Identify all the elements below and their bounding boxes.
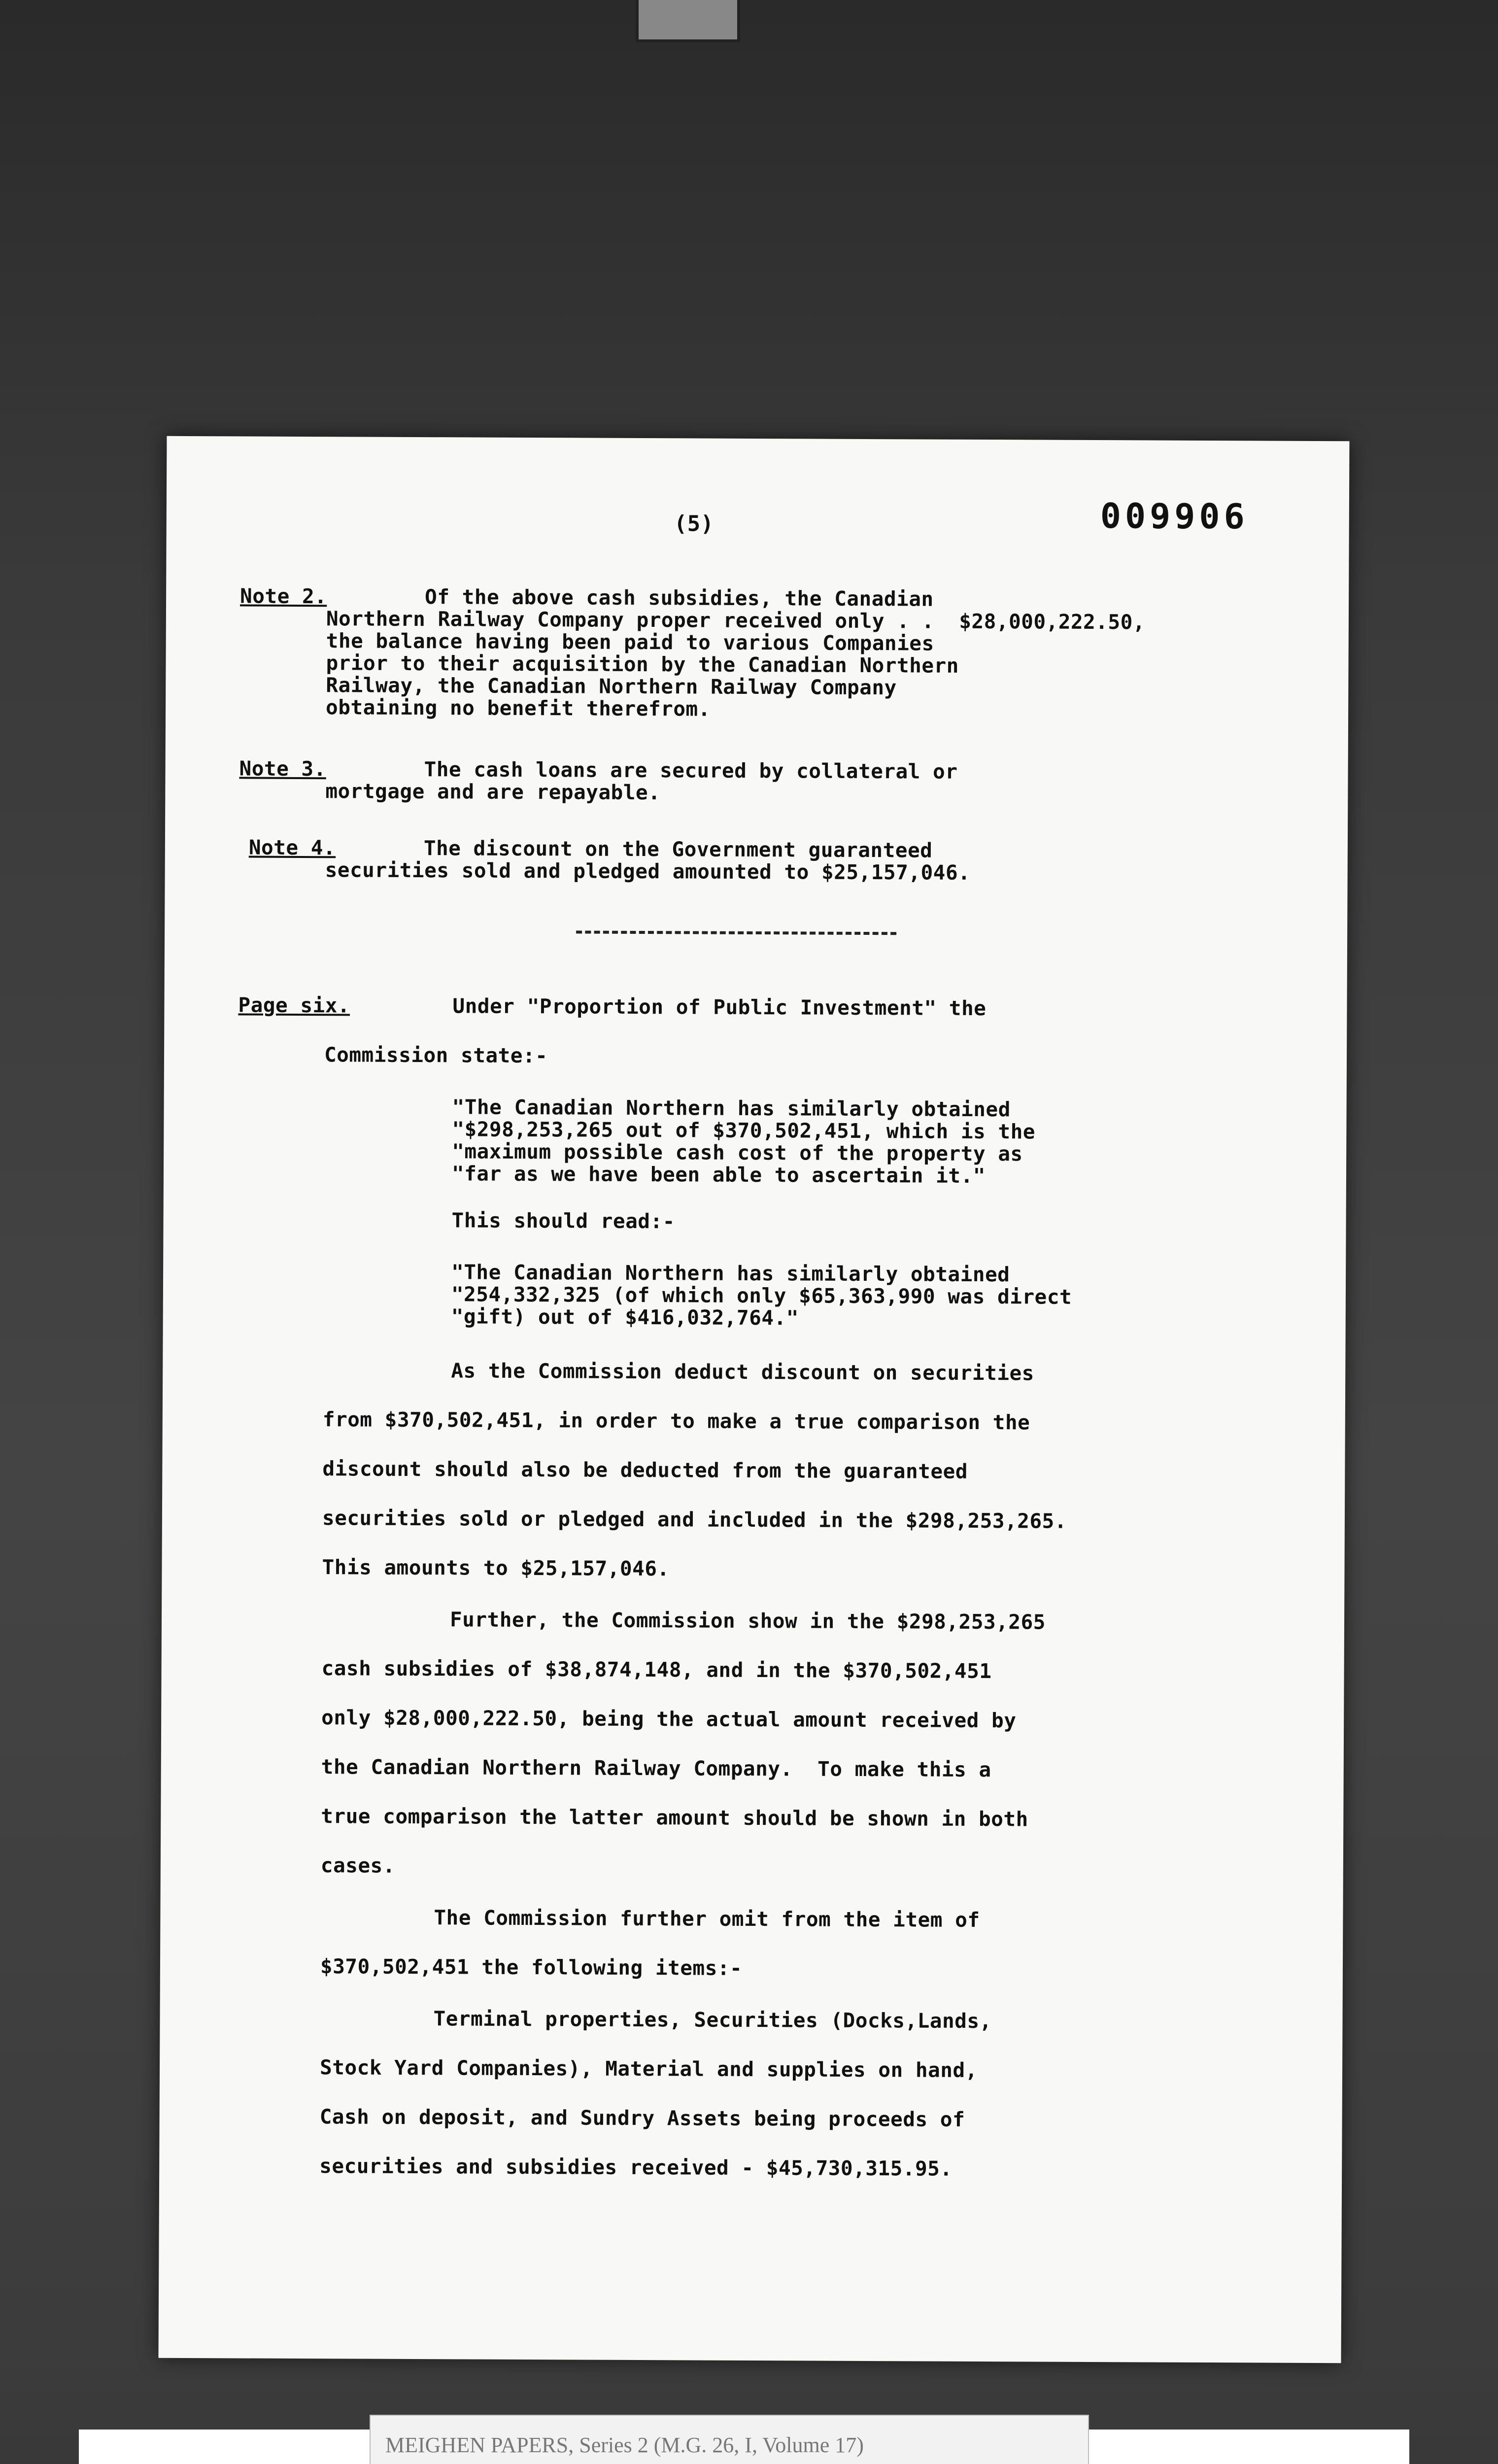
note-4-label: Note 4. <box>248 835 336 860</box>
note-4-line: securities sold and pledged amounted to $25,157,046. <box>325 858 971 885</box>
paragraph-line: true comparison the latter amount should be shown in both <box>321 1804 1028 1831</box>
note-4-line: The discount on the Government guaranteed <box>423 836 933 862</box>
paragraph-line: from $370,502,451, in order to make a true comparison the <box>322 1407 1030 1435</box>
binder-clip <box>636 0 740 42</box>
paragraph-line: only $28,000,222.50, being the actual amount received by <box>321 1706 1017 1733</box>
paragraph-line: securities sold or pledged and included in the $298,253,265. <box>322 1506 1067 1533</box>
note-2-line: obtaining no benefit therefrom. <box>326 695 711 721</box>
note-2-line: Of the above cash subsidies, the Canadian <box>424 585 934 611</box>
paragraph-line: the Canadian Northern Railway Company. To make this a <box>321 1755 991 1782</box>
quote-line: "The Canadian Northern has similarly obtained <box>451 1260 1010 1287</box>
page-six-label: Page six. <box>238 993 350 1018</box>
quote-line: "The Canadian Northern has similarly obtained <box>452 1095 1011 1122</box>
note-2-line: the balance having been paid to various Companies <box>326 629 934 655</box>
quote-line: "254,332,325 (of which only $65,363,990 was direct <box>451 1282 1072 1309</box>
paragraph-line: securities and subsidies received - $45,730,315.95. <box>319 2154 953 2181</box>
note-3-label: Note 3. <box>239 756 326 781</box>
series-label: MEIGHEN PAPERS, Series 2 (M.G. 26, I, Volume 17) <box>370 2415 1089 2464</box>
page-six-intro: Under "Proportion of Public Investment" the <box>452 994 987 1021</box>
paragraph-line: cases. <box>320 1853 396 1878</box>
paragraph-line: This amounts to $25,157,046. <box>322 1555 670 1581</box>
document-number-stamp: 009906 <box>1100 496 1249 537</box>
section-divider <box>576 930 896 935</box>
page-number: (5) <box>674 511 714 537</box>
page-six-intro: Commission state:- <box>324 1043 548 1068</box>
typed-document-page <box>159 436 1350 2363</box>
paragraph-line: As the Commission deduct discount on securities <box>451 1359 1034 1385</box>
paragraph-line: discount should also be deducted from the guaranteed <box>322 1457 968 1483</box>
paragraph-line: The Commission further omit from the item of <box>434 1906 980 1932</box>
note-2-line: Railway, the Canadian Northern Railway Company <box>326 673 897 700</box>
paragraph-line: $370,502,451 the following items:- <box>320 1954 743 1980</box>
quote-line: "maximum possible cash cost of the property as <box>452 1139 1023 1166</box>
paragraph-line: Cash on deposit, and Sundry Assets being proceeds of <box>319 2105 965 2131</box>
paragraph-line: Terminal properties, Securities (Docks,Lands, <box>433 2007 992 2033</box>
note-3-line: mortgage and are repayable. <box>325 779 661 805</box>
quote-line: "far as we have been able to ascertain it." <box>451 1162 986 1188</box>
note-2-line: prior to their acquisition by the Canadian Northern <box>326 651 959 678</box>
paragraph-line: Stock Yard Companies), Material and supplies on hand, <box>319 2055 978 2082</box>
quote-line: "gift) out of $416,032,764." <box>451 1304 799 1330</box>
should-read-line: This should read:- <box>451 1208 676 1233</box>
quote-line: "$298,253,265 out of $370,502,451, which is the <box>452 1117 1036 1144</box>
note-2-label: Note 2. <box>240 584 327 609</box>
note-3-line: The cash loans are secured by collateral or <box>424 757 958 784</box>
note-2-line: Northern Railway Company proper received only . . $28,000,222.50, <box>326 607 1146 634</box>
archive-label-card <box>79 2430 1409 2464</box>
paragraph-line: Further, the Commission show in the $298,253,265 <box>449 1608 1046 1634</box>
paragraph-line: cash subsidies of $38,874,148, and in the $370,502,451 <box>321 1656 992 1683</box>
